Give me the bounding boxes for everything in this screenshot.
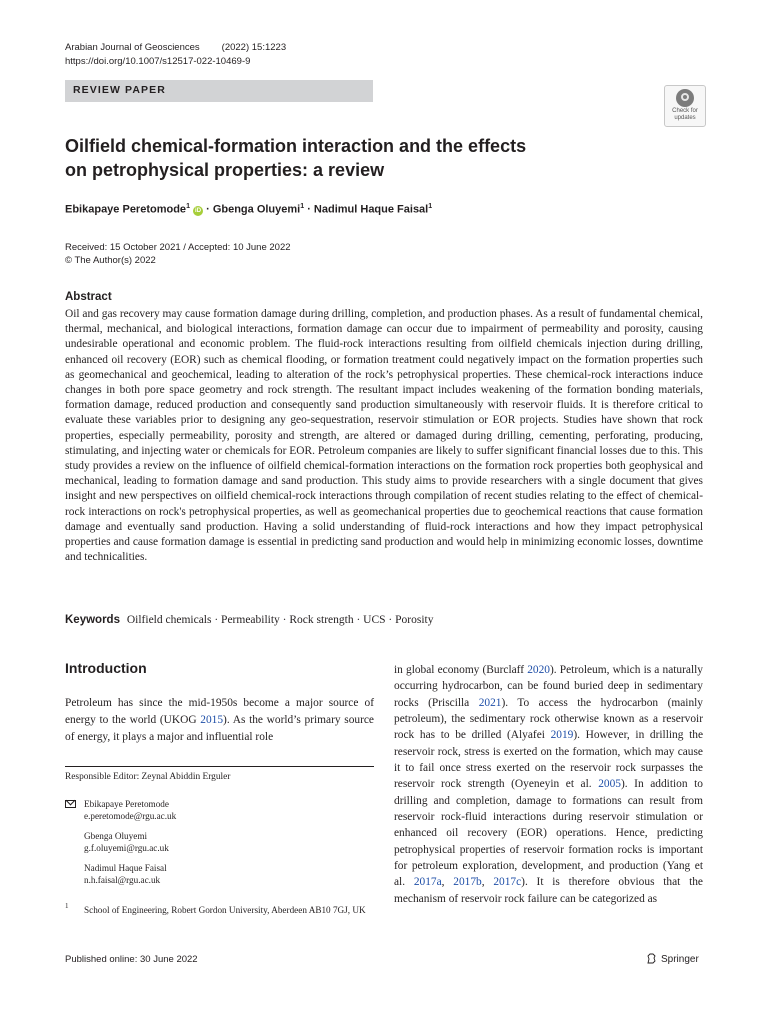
text-run: ,: [441, 876, 454, 889]
contact-email[interactable]: e.peretomode@rgu.ac.uk: [84, 810, 177, 821]
contact-email[interactable]: g.f.oluyemi@rgu.ac.uk: [84, 842, 169, 853]
badge-line2: updates: [674, 114, 696, 121]
citation-link[interactable]: 2017b: [453, 876, 482, 889]
journal-header: [65, 41, 286, 69]
citation-link[interactable]: 2015: [200, 714, 224, 726]
affil-marker: 1: [186, 203, 190, 210]
title-line-1: Oilfield chemical-formation interaction and the effects: [65, 136, 527, 156]
affiliation-number: 1: [65, 902, 69, 910]
text-run: ). To access the hydrocarbon (mainly petroleum), the sedimentary rock otherwise known as a reservoir rock has to be drilled (Alyafei: [394, 696, 704, 742]
citation-link[interactable]: 2020: [527, 664, 550, 676]
springer-horse-icon: [646, 953, 657, 964]
responsible-editor: Responsible Editor: Zeynal Abiddin Erguler: [65, 772, 231, 782]
copyright-line: © The Author(s) 2022: [65, 255, 156, 266]
keywords-list: Oilfield chemicals · Permeability · Rock strength · UCS · Porosity: [126, 614, 434, 626]
text-run: in global economy (Burclaff: [394, 664, 528, 676]
section-label: REVIEW PAPER: [73, 84, 166, 96]
mail-icon: [65, 800, 76, 808]
paper-title: [65, 134, 665, 182]
abstract-text: Oil and gas recovery may cause formation damage during drilling, completion, and production phases. As a result of fundamental chemical, thermal, mechanical, and biological interactions, formation damage can occur due to impairment of permeability and porosity, causing undesirable operational and economic problem. The fluid-rock interactions resulting from oilfield chemicals injection during drilling, enhanced oil recovery (EOR) such as chemical flooding, or formation treatment could negatively impact on the formation properties such as geomechanical and geochemical, leading to alteration of the rock’s petrophysical properties. These chemical-rock interactions induce changes in both pore space geometry and rock strength. The resultant impact includes weakening of the formation bonding materials, formation damage, reduced production and consequently sand production simultaneously with reservoir fluids. It is therefore critical to evaluate these variables prior to designing any geo-sequestration, reservoir stimulation or EOR projects. Studies have shown that rock properties, especially permeability, porosity and strength, are altered or damaged during drilling, cementing, perforating, producing, stimulating, and injecting water or chemicals for EOR. Petroleum companies are likely to suffer significant financial losses due to this. This study provides a review on the influence of oilfield chemical-formation interactions on the formation rock properties both geophysical and mechanical, leading to formation damage and sand production. This study aims to provide researchers with a single document that gives insight and new perspectives on oilfield chemical-rock interactions through compilation of recent studies relating to the effect of chemical-rock interactions on rock's petrophysical properties, as well as geomechanical properties due to geochemical reactions that cause formation damage and eventually sand production. Having a solid understanding of fluid-rock interactions and how they impact petrophysical properties and cause formation damage is essential in predicting sand production and would help in minimizing economic losses, downtime and technicalities.: [65, 308, 703, 564]
affiliation-text: School of Engineering, Robert Gordon University, Aberdeen AB10 7GJ, UK: [84, 905, 366, 915]
contact-entry: [84, 863, 167, 886]
author-list: Ebikapaye Peretomode$^1$ iD · Gbenga Oluyemi$^1$ · Nadimul Haque Faisal$^1$: [65, 203, 433, 216]
text-run: Petroleum has since the mid-1950s become a major source of energy to the world (UKOG: [65, 697, 374, 726]
published-online: Published online: 30 June 2022: [65, 954, 198, 965]
abstract-heading: Abstract: [65, 291, 112, 303]
citation-link[interactable]: 2019: [550, 729, 574, 742]
text-run: ). It is therefore obvious that the mechanism of reservoir rock failure can be categorized as: [394, 876, 703, 905]
citation-link[interactable]: 2017a: [413, 876, 442, 889]
author-name[interactable]: Gbenga Oluyemi: [212, 203, 301, 216]
section-label-bar: [65, 80, 373, 102]
contact-name: Ebikapaye Peretomode: [84, 799, 169, 809]
citation-link[interactable]: 2021: [478, 696, 502, 709]
publisher-name: Springer: [661, 954, 699, 965]
text-run: ,: [481, 876, 494, 889]
keywords: [65, 614, 705, 626]
badge-line1: Check for: [672, 108, 698, 114]
text-run: ). Petroleum, which is a naturally occurring hydrocarbon, can be found buried deep in sedimentary rocks (Priscilla: [394, 664, 703, 709]
affil-marker: 1: [300, 203, 305, 210]
publication-dates: [65, 241, 291, 267]
introduction-heading: Introduction: [65, 660, 147, 676]
contact-entry: [84, 831, 169, 854]
intro-paragraph-right: [394, 662, 703, 907]
text-run: ). As the world’s primary source of energy, it plays a major and influential role: [65, 714, 374, 743]
text-run: ). In addition to drilling and completion, damage to formations can result from reservoir rock-fluid interactions during reservoir stimulation or enhanced oil recovery (EOR) operations. Hence, predicting petrophysical properties of reservoir formation rocks is important for petroleum exploration, development, and production (Yang et al.: [394, 778, 703, 889]
publisher-logo: [646, 953, 699, 965]
citation-link[interactable]: 2005: [598, 778, 621, 791]
affil-marker: 1: [428, 203, 433, 210]
intro-paragraph-left: [65, 695, 374, 746]
footnote-divider: [65, 766, 374, 767]
check-for-updates-icon: [676, 89, 694, 107]
text-run: ). However, in drilling the reservoir rock, stress is exerted on the formation, which may cause it to fail once stress exerted on the reservoir rock surpasses the reservoir rock strength (Oyeneyin et al.: [394, 729, 703, 791]
author-name[interactable]: Ebikapaye Peretomode: [65, 203, 187, 216]
orcid-icon[interactable]: iD: [195, 207, 202, 214]
contact-email[interactable]: n.h.faisal@rgu.ac.uk: [84, 874, 161, 885]
contact-name: Gbenga Oluyemi: [84, 831, 148, 841]
keywords-label: Keywords: [65, 614, 120, 626]
check-for-updates-badge[interactable]: [664, 85, 706, 127]
contact-name: Nadimul Haque Faisal: [84, 863, 167, 873]
title-line-2: on petrophysical properties: a review: [65, 160, 385, 180]
citation-link[interactable]: 2017c: [493, 876, 522, 889]
doi-link[interactable]: https://doi.org/10.1007/s12517-022-10469-9: [65, 56, 251, 67]
journal-name: Arabian Journal of Geosciences: [65, 42, 200, 53]
contact-entry: [84, 799, 176, 822]
journal-issue: (2022) 15:1223: [221, 42, 287, 53]
author-name[interactable]: Nadimul Haque Faisal: [313, 203, 429, 216]
received-accepted: Received: 15 October 2021 / Accepted: 10 June 2022: [65, 242, 291, 253]
